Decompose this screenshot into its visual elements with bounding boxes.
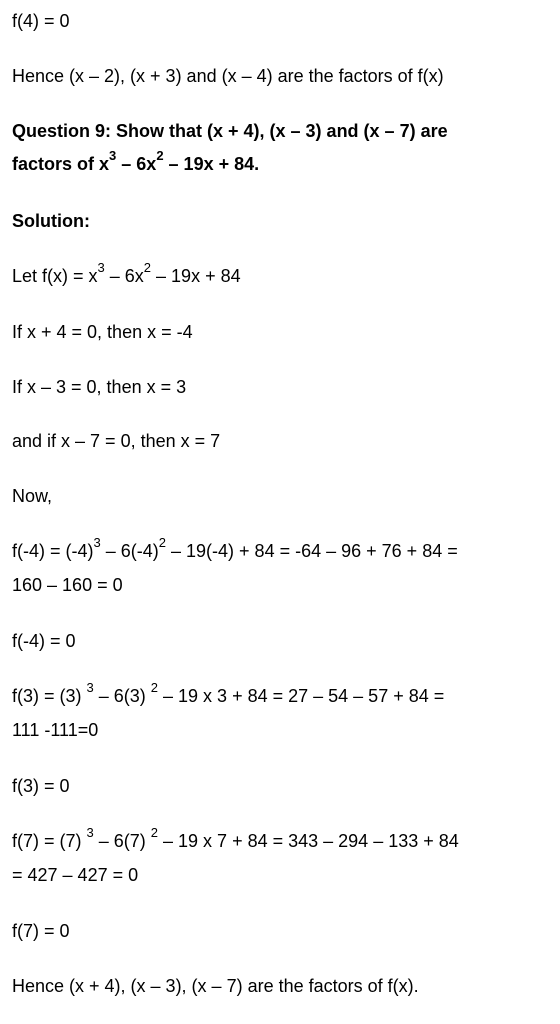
f7-text-c: – 19 x 7 + 84 = 343 – 294 – 133 + 84 xyxy=(158,831,459,851)
f-minus4-text-b: – 6(-4) xyxy=(100,541,159,561)
f3-text-b: – 6(3) xyxy=(93,686,151,706)
let-fx-line xyxy=(12,260,241,287)
let-fx-exponent-2: 2 xyxy=(143,260,152,275)
f7-eval-continuation: = 427 – 427 = 0 xyxy=(12,865,139,885)
f4-result-line: f(4) = 0 xyxy=(12,11,70,31)
f-minus4-result-line: f(-4) = 0 xyxy=(12,631,76,651)
f7-exponent-2: 2 xyxy=(150,825,159,840)
f3-exponent-2: 2 xyxy=(150,680,159,695)
hence-final-line: Hence (x + 4), (x – 3), (x – 7) are the factors of f(x). xyxy=(12,976,419,996)
f7-eval-line xyxy=(12,825,459,852)
f3-eval-continuation: 111 -111=0 xyxy=(12,720,99,740)
question-text-b: – 6x xyxy=(116,154,157,174)
f7-exponent-3: 3 xyxy=(86,825,94,840)
f3-eval-line xyxy=(12,680,445,707)
f3-text-a: f(3) = (3) xyxy=(12,686,87,706)
question-heading-line2 xyxy=(12,148,260,175)
let-fx-text-b: – 6x xyxy=(104,266,144,286)
let-fx-text-a: Let f(x) = x xyxy=(12,266,98,286)
solution-label: Solution: xyxy=(12,211,90,231)
f-minus4-eval-line xyxy=(12,535,458,562)
question-exponent-3: 3 xyxy=(109,148,117,163)
f7-result-line: f(7) = 0 xyxy=(12,921,70,941)
f-minus4-eval-continuation: 160 – 160 = 0 xyxy=(12,575,123,595)
f3-exponent-3: 3 xyxy=(86,680,94,695)
f-minus4-text-a: f(-4) = (-4) xyxy=(12,541,94,561)
if-x-minus-7-line: and if x – 7 = 0, then x = 7 xyxy=(12,431,221,451)
question-exponent-2: 2 xyxy=(156,148,164,163)
f-minus4-text-c: – 19(-4) + 84 = -64 – 96 + 76 + 84 = xyxy=(166,541,458,561)
question-heading-line1: Question 9: Show that (x + 4), (x – 3) and (x – 7) are xyxy=(12,121,448,141)
hence-previous-line: Hence (x – 2), (x + 3) and (x – 4) are the factors of f(x) xyxy=(12,66,444,86)
f-minus4-exponent-2: 2 xyxy=(158,535,167,550)
if-x-minus-3-line: If x – 3 = 0, then x = 3 xyxy=(12,377,187,397)
f3-result-line: f(3) = 0 xyxy=(12,776,70,796)
f7-text-b: – 6(7) xyxy=(93,831,151,851)
f7-text-a: f(7) = (7) xyxy=(12,831,87,851)
f3-text-c: – 19 x 3 + 84 = 27 – 54 – 57 + 84 = xyxy=(158,686,445,706)
if-x-plus-4-line: If x + 4 = 0, then x = -4 xyxy=(12,322,193,342)
question-text-a: factors of x xyxy=(12,154,110,174)
let-fx-exponent-3: 3 xyxy=(97,260,105,275)
f-minus4-exponent-3: 3 xyxy=(93,535,101,550)
question-text-c: – 19x + 84. xyxy=(163,154,260,174)
let-fx-text-c: – 19x + 84 xyxy=(151,266,241,286)
now-line: Now, xyxy=(12,486,53,506)
